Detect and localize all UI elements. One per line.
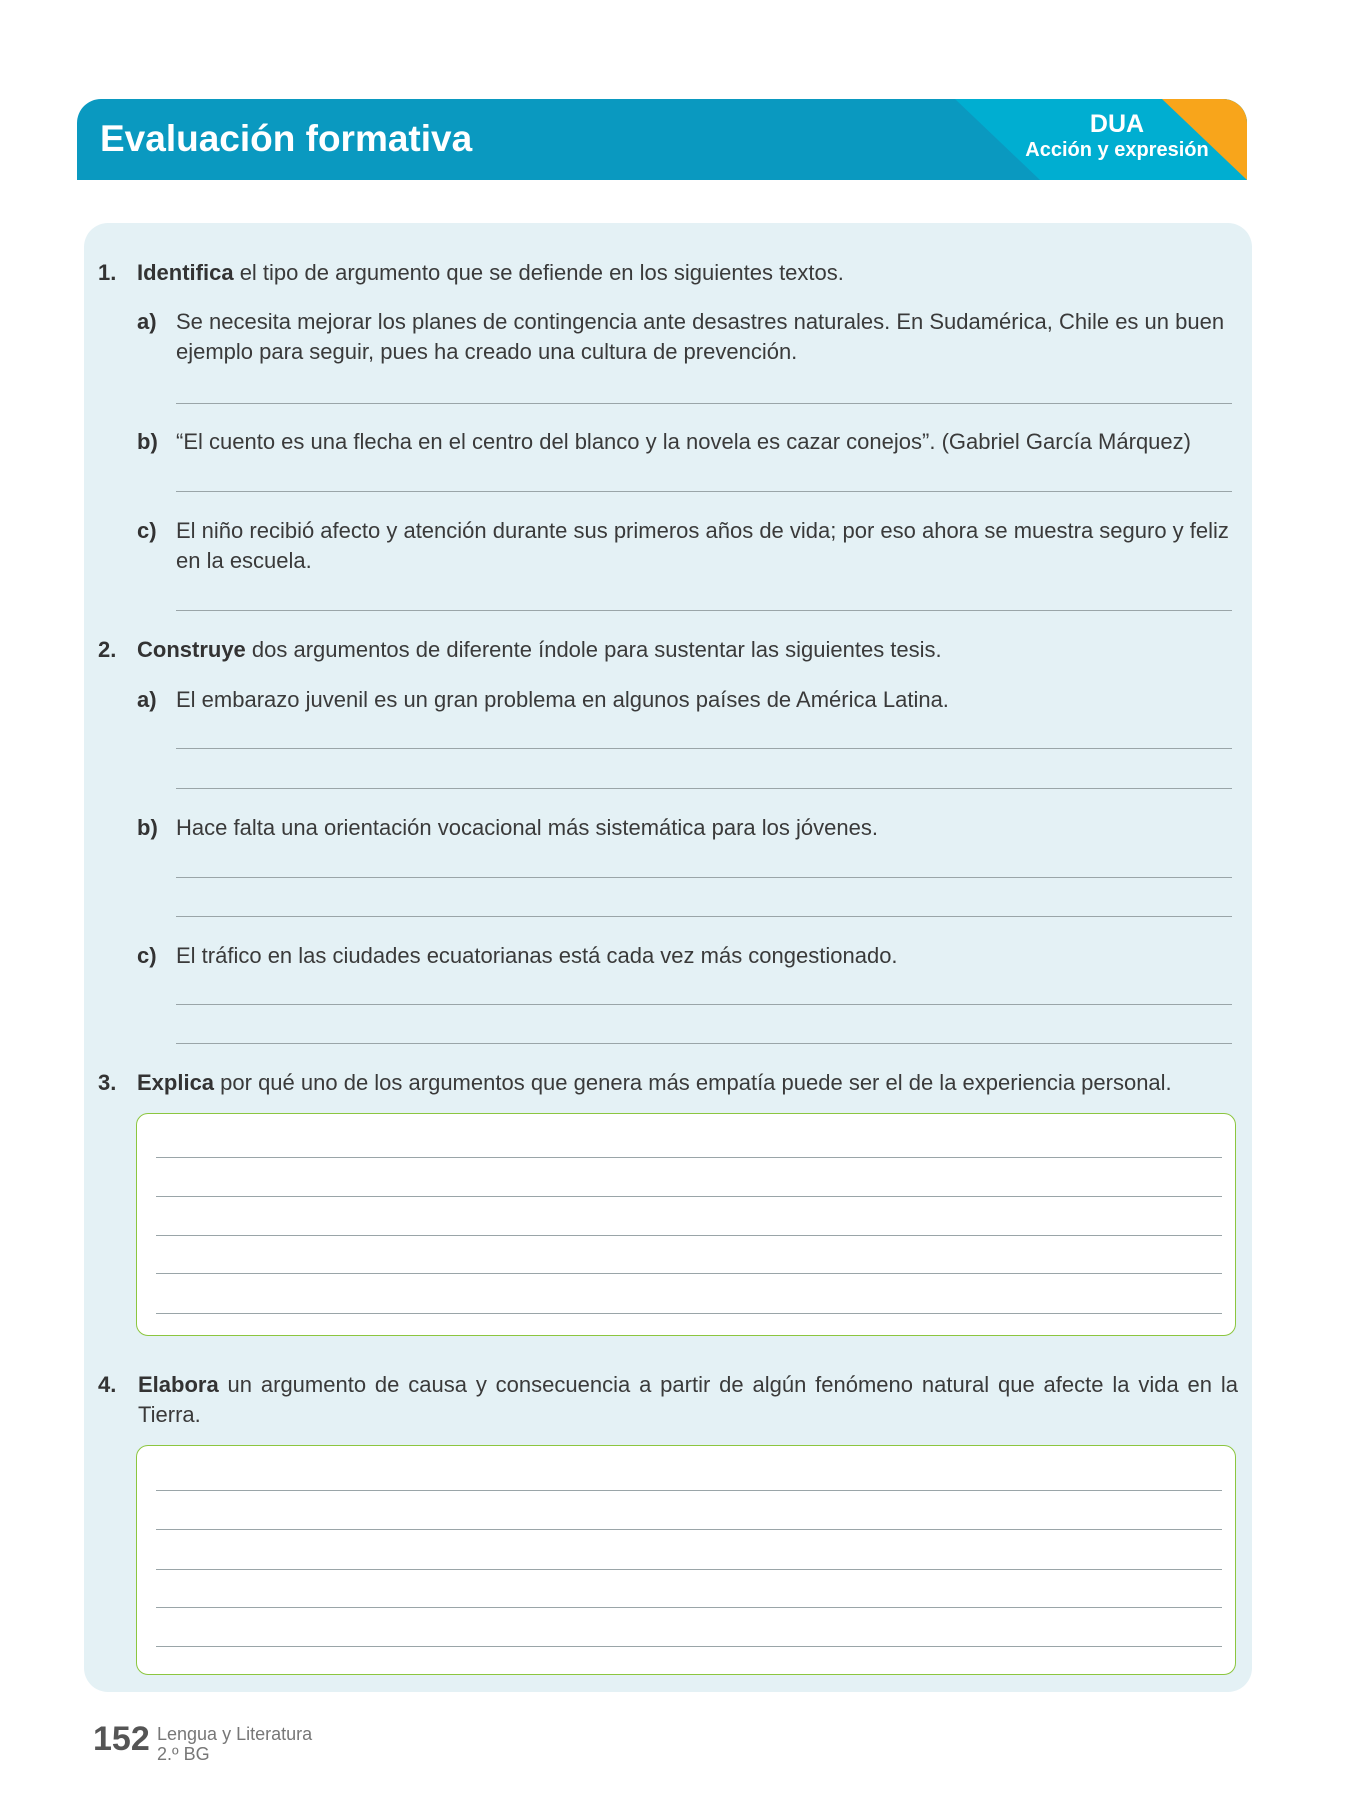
question-number: 2. <box>98 637 117 662</box>
answer-line[interactable] <box>176 1004 1232 1005</box>
answer-line[interactable] <box>176 403 1232 404</box>
answer-line <box>156 1273 1222 1274</box>
item-label: b) <box>137 429 158 454</box>
item-text: El niño recibió afecto y atención durante sus primeros años de vida; por eso ahora se muestra seguro y feliz en la escuela. <box>176 518 1229 573</box>
item-text: Hace falta una orientación vocacional más sistemática para los jóvenes. <box>176 815 878 840</box>
footer-subject: Lengua y Literatura <box>157 1724 313 1744</box>
answer-line <box>156 1569 1222 1570</box>
item-label: b) <box>137 815 158 840</box>
section-header <box>77 99 1247 180</box>
answer-line <box>156 1313 1222 1314</box>
item-text: “El cuento es una flecha en el centro del blanco y la novela es cazar conejos”. (Gabriel García Márquez) <box>176 429 1191 454</box>
badge-subtitle: Acción y expresión <box>1025 139 1209 161</box>
answer-line[interactable] <box>176 916 1232 917</box>
item-text: El embarazo juvenil es un gran problema en algunos países de América Latina. <box>176 687 949 712</box>
answer-line <box>156 1196 1222 1197</box>
question-4-prompt: Elabora un argumento de causa y consecuencia a partir de algún fenómeno natural que afecte la vida en la Tierra. <box>138 1372 1238 1427</box>
answer-line <box>156 1607 1222 1608</box>
question-3-prompt: Explica por qué uno de los argumentos que genera más empatía puede ser el de la experiencia personal. <box>137 1070 1172 1095</box>
answer-box[interactable] <box>136 1445 1236 1675</box>
answer-line <box>156 1490 1222 1491</box>
page-number: 152 <box>93 1720 150 1758</box>
badge-title: DUA <box>1089 110 1145 138</box>
item-text: Se necesita mejorar los planes de contingencia ante desastres naturales. En Sudamérica, Chile es un buen ejemplo para seguir, pues ha creado una cultura de prevención. <box>176 309 1225 364</box>
question-1-prompt: Identifica el tipo de argumento que se defiende en los siguientes textos. <box>137 260 844 285</box>
item-label: a) <box>137 687 157 712</box>
question-number: 1. <box>98 260 117 285</box>
answer-line <box>156 1157 1222 1158</box>
question-2-prompt: Construye dos argumentos de diferente índole para sustentar las siguientes tesis. <box>137 637 942 662</box>
answer-line <box>156 1529 1222 1530</box>
answer-line[interactable] <box>176 748 1232 749</box>
item-label: a) <box>137 309 157 334</box>
item-text: El tráfico en las ciudades ecuatorianas está cada vez más congestionado. <box>176 943 898 968</box>
question-number: 4. <box>98 1372 117 1397</box>
footer-grade: 2.º BG <box>157 1744 210 1764</box>
answer-box[interactable] <box>136 1113 1236 1336</box>
answer-line <box>156 1646 1222 1647</box>
item-label: c) <box>137 943 157 968</box>
dua-badge <box>1017 111 1217 163</box>
answer-line <box>156 1235 1222 1236</box>
question-number: 3. <box>98 1070 117 1095</box>
answer-line[interactable] <box>176 1043 1232 1044</box>
answer-line[interactable] <box>176 491 1232 492</box>
answer-line[interactable] <box>176 877 1232 878</box>
answer-line[interactable] <box>176 788 1232 789</box>
answer-line[interactable] <box>176 610 1232 611</box>
section-title: Evaluación formativa <box>100 118 473 159</box>
item-label: c) <box>137 518 157 543</box>
